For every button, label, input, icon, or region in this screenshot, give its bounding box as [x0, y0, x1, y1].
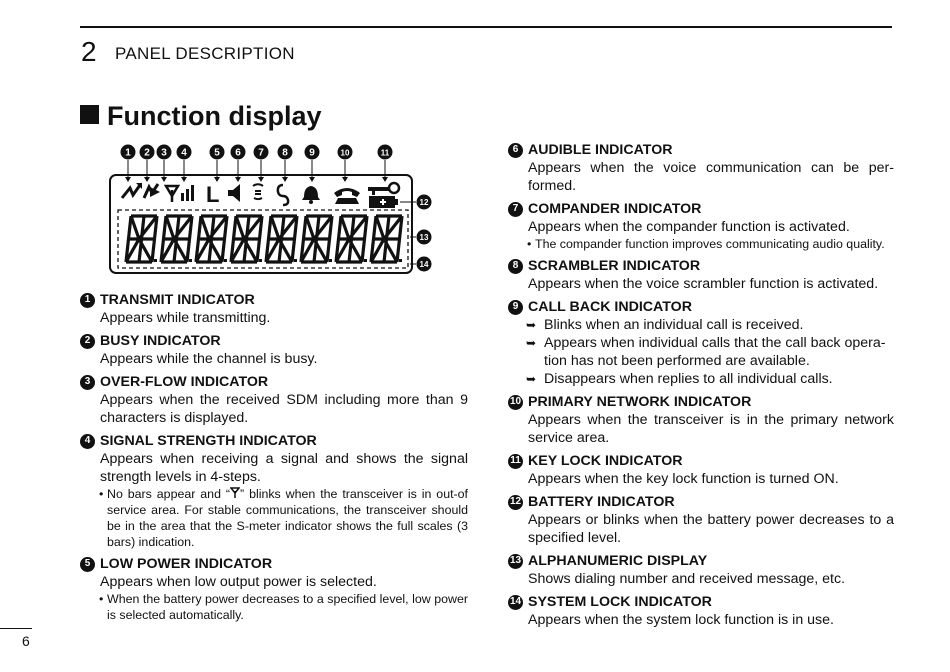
section-title: [80, 101, 322, 132]
chapter-number: 2: [81, 36, 97, 67]
callout-number-badge: 9: [508, 300, 523, 315]
indicator-title: CALL BACK INDICATOR: [528, 299, 692, 315]
indicator-note: • When the battery power decreases to a specified level, low power is selected automatically.: [99, 592, 468, 622]
arrow-list-item: ➥ Disappears when replies to all individual calls.: [526, 371, 833, 387]
callout-number-badge: 7: [508, 202, 523, 217]
indicator-note: • No bars appear and “ ” blinks when the transceiver is in out-of service area. For stable communications, the transceiver should be in the area that the S-meter indicator shows the full scales (3 bars) indication.: [99, 487, 468, 549]
indicator-item: [508, 141, 894, 195]
indicator-heading: [508, 452, 894, 470]
callout-label: 8: [282, 147, 288, 159]
segment-character: [266, 216, 297, 262]
indicator-description: Appears when the voice communication can be per-formed.: [528, 160, 894, 194]
callout-label: 6: [235, 147, 241, 159]
arrow-list-item: ➥ Appears when individual calls that the call back opera-tion has not been performed are available.: [526, 335, 886, 369]
callout-number-badge: 14: [508, 595, 523, 610]
indicator-title: BATTERY INDICATOR: [528, 494, 675, 510]
indicator-description: Appears while transmitting.: [100, 310, 271, 326]
callout-number-badge: 6: [508, 143, 523, 158]
function-display-diagram: [78, 140, 450, 280]
transmit-icon: [122, 185, 140, 198]
page-rule: [0, 628, 32, 629]
segment-character: [196, 216, 227, 262]
callout-number-badge: 8: [508, 259, 523, 274]
callout-label: 12: [419, 198, 429, 207]
indicator-heading: [80, 291, 468, 309]
indicator-heading: [80, 432, 468, 450]
indicator-description: Appears while the channel is busy.: [100, 351, 318, 367]
callout-label: 7: [258, 147, 264, 159]
phone-icon: [334, 188, 360, 204]
signal-bar-2: [186, 189, 189, 201]
scrambler-icon: [278, 185, 288, 205]
chapter-title: PANEL DESCRIPTION: [115, 44, 295, 63]
indicator-title: COMPANDER INDICATOR: [528, 201, 702, 217]
indicator-item: [80, 373, 468, 427]
callout-label: 3: [161, 147, 167, 159]
callout-number-badge: 4: [80, 434, 95, 449]
indicator-title: BUSY INDICATOR: [100, 333, 221, 349]
indicator-heading: [508, 141, 894, 159]
callout-number-badge: 13: [508, 554, 523, 569]
low-power-letter: L: [206, 182, 220, 207]
callout-label: 1: [125, 147, 131, 159]
indicator-item: [508, 552, 894, 588]
arrow-bullet-icon: ➥: [526, 318, 537, 332]
indicator-title: PRIMARY NETWORK INDICATOR: [528, 394, 752, 410]
callout-label: 5: [214, 147, 220, 159]
indicator-item: [508, 298, 894, 388]
indicator-description: Shows dialing number and received message, etc.: [528, 571, 846, 587]
indicator-heading: [508, 552, 894, 570]
callout-number-badge: 3: [80, 375, 95, 390]
signal-bar-3: [191, 185, 194, 201]
indicator-title: TRANSMIT INDICATOR: [100, 292, 255, 308]
indicator-heading: [80, 555, 468, 573]
indicator-heading: [80, 373, 468, 391]
callouts-side: [417, 195, 432, 272]
indicator-heading: [508, 298, 894, 316]
indicator-description: Appears or blinks when the battery power decreases to a specified level.: [528, 512, 894, 546]
callout-number-badge: 5: [80, 557, 95, 572]
indicator-heading: [508, 393, 894, 411]
callout-number-badge: 12: [508, 495, 523, 510]
indicator-description: Appears when the key lock function is turned ON.: [528, 471, 839, 487]
indicator-item: [80, 432, 468, 550]
indicator-item: [80, 555, 468, 623]
indicator-description: Appears when the system lock function is in use.: [528, 612, 834, 628]
signal-bar-1: [181, 193, 184, 201]
indicator-title: KEY LOCK INDICATOR: [528, 453, 683, 469]
arrow-bullet-icon: ➥: [526, 372, 537, 386]
indicator-description: Appears when the compander function is activated.: [528, 219, 850, 235]
compander-icon: [253, 184, 263, 199]
bell-icon: [302, 186, 320, 200]
callout-label: 2: [144, 147, 150, 159]
callouts-top: [121, 145, 393, 183]
callout-number-badge: 11: [508, 454, 523, 469]
arrow-list-item: ➥ Blinks when an individual call is received.: [526, 317, 804, 333]
indicator-description: Appears when the received SDM including more than 9 characters is displayed.: [100, 392, 468, 426]
section-title-text: Function display: [107, 101, 322, 131]
indicator-title: SCRAMBLER INDICATOR: [528, 258, 701, 274]
indicator-item: [80, 332, 468, 368]
segment-character: [371, 216, 402, 262]
battery-icon: [369, 196, 398, 208]
top-rule: [80, 26, 892, 28]
callout-label: 14: [419, 260, 429, 269]
indicator-heading: [508, 200, 894, 218]
right-column: [508, 141, 894, 634]
indicator-item: [508, 593, 894, 629]
callout-number-badge: 1: [80, 293, 95, 308]
segment-character: [231, 216, 262, 262]
indicator-item: [80, 291, 468, 327]
callout-number-badge: 2: [80, 334, 95, 349]
key-lock-icon: [368, 183, 399, 195]
callout-label: 11: [380, 148, 390, 158]
speaker-icon: [228, 184, 240, 202]
callout-label: 13: [419, 233, 429, 242]
indicator-item: [508, 200, 894, 252]
indicator-item: [508, 452, 894, 488]
callout-label: 4: [181, 147, 187, 159]
indicator-heading: [80, 332, 468, 350]
indicator-title: AUDIBLE INDICATOR: [528, 142, 673, 158]
indicator-item: [508, 493, 894, 547]
segment-character: [161, 216, 192, 262]
indicator-title: LOW POWER INDICATOR: [100, 556, 273, 572]
indicator-heading: [508, 257, 894, 275]
segment-character: [336, 216, 367, 262]
indicator-note: • The compander function improves communicating audio quality.: [527, 237, 885, 251]
alphanumeric-display: [126, 216, 402, 262]
left-column: [80, 291, 468, 628]
indicator-title: SYSTEM LOCK INDICATOR: [528, 594, 712, 610]
segment-character: [126, 216, 157, 262]
indicator-title: SIGNAL STRENGTH INDICATOR: [100, 433, 317, 449]
segment-character: [301, 216, 332, 262]
indicator-heading: [508, 593, 894, 611]
indicator-description: Appears when the voice scrambler function is activated.: [528, 276, 879, 292]
indicator-item: [508, 257, 894, 293]
antenna-icon: [230, 487, 240, 501]
callout-label: 9: [309, 147, 315, 159]
indicator-title: OVER-FLOW INDICATOR: [100, 374, 269, 390]
indicator-description: Appears when the transceiver is in the primary network service area.: [528, 412, 894, 446]
page-number: 6: [22, 633, 30, 649]
arrow-bullet-icon: ➥: [526, 336, 537, 350]
square-bullet-icon: [80, 105, 99, 124]
indicator-heading: [508, 493, 894, 511]
indicator-item: [508, 393, 894, 447]
indicator-title: ALPHANUMERIC DISPLAY: [528, 553, 708, 569]
indicator-description: Appears when low output power is selected.: [100, 574, 377, 590]
indicator-description: Appears when receiving a signal and shows the signal strength levels in 4-steps.: [100, 451, 468, 485]
callout-number-badge: 10: [508, 395, 523, 410]
callout-label: 10: [340, 148, 350, 158]
